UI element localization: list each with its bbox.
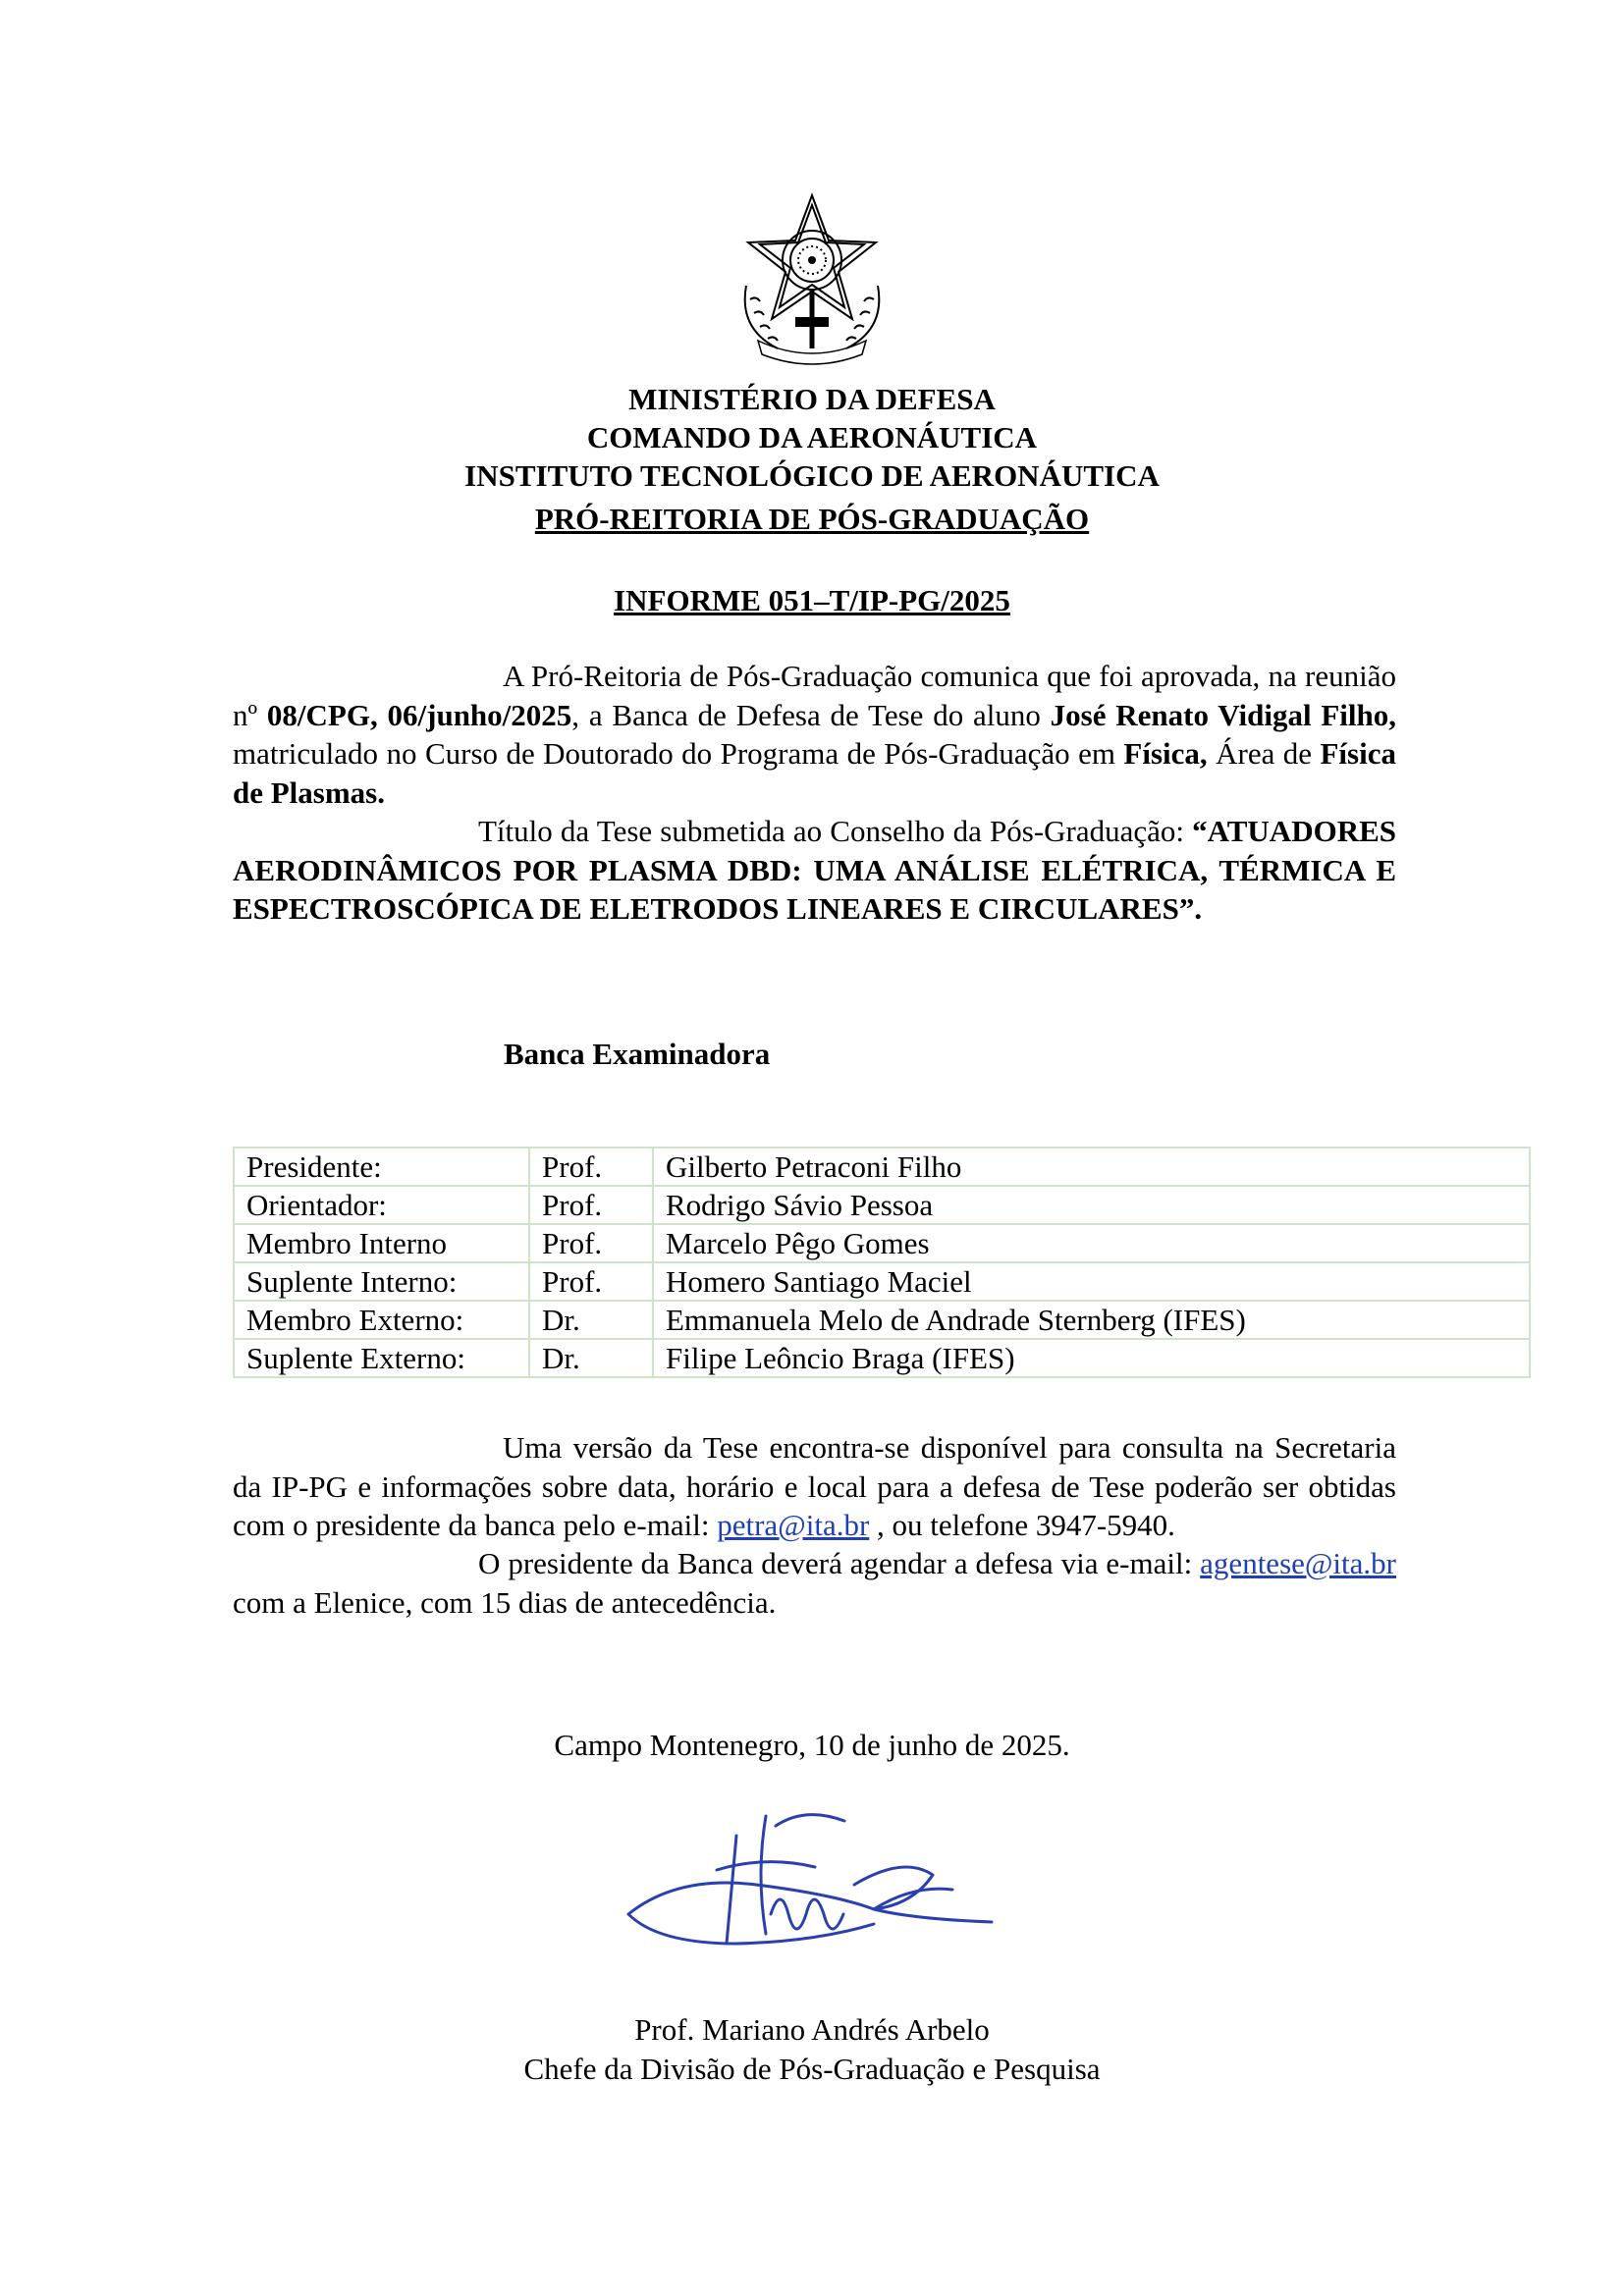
- table-row: [234, 1224, 1530, 1262]
- email-link-petra[interactable]: petra@ita.br: [717, 1508, 870, 1542]
- text: A Pró-Reitoria de Pós-Graduação comunica que foi aprovada, na reunião nº: [233, 659, 1396, 732]
- header-ministry: MINISTÉRIO DA DEFESA: [628, 382, 996, 416]
- meeting-ref: 08/CPG, 06/junho/2025: [266, 697, 572, 732]
- signature-image: [619, 1796, 1011, 1993]
- header-pro-reitoria: [0, 501, 1624, 538]
- header-pro-reitoria-text: PRÓ-REITORIA DE PÓS-GRADUAÇÃO: [534, 502, 1090, 536]
- signer-name: Prof. Mariano Andrés Arbelo: [634, 2012, 990, 2047]
- role-cell: Membro Interno: [234, 1224, 529, 1262]
- role-cell: Membro Externo:: [234, 1301, 529, 1339]
- informe-number: INFORME 051–T/IP-PG/2025: [614, 583, 1010, 617]
- paragraph-thesis-title: [233, 812, 1396, 929]
- title-cell: Prof.: [529, 1186, 653, 1224]
- email-link-agentese[interactable]: agentese@ita.br: [1200, 1546, 1396, 1580]
- role-cell: Presidente:: [234, 1148, 529, 1186]
- title-cell: Dr.: [529, 1339, 653, 1377]
- paragraph-thesis-availability: [233, 1428, 1396, 1545]
- name-cell: Rodrigo Sávio Pessoa: [653, 1186, 1530, 1224]
- text: com a Elenice, com 15 dias de antecedência.: [233, 1584, 777, 1620]
- banca-title: Banca Examinadora: [504, 1037, 771, 1071]
- area-name: Física de Plasmas.: [233, 736, 1396, 810]
- table-row: [234, 1301, 1530, 1339]
- title-cell: Prof.: [529, 1262, 653, 1301]
- paragraph-scheduling: [233, 1544, 1396, 1622]
- text: O presidente da Banca deverá agendar a defesa via e-mail:: [478, 1546, 1201, 1580]
- place-and-date: Campo Montenegro, 10 de junho de 2025.: [554, 1728, 1070, 1762]
- name-cell: Gilberto Petraconi Filho: [653, 1148, 1530, 1186]
- title-cell: Prof.: [529, 1224, 653, 1262]
- name-cell: Homero Santiago Maciel: [653, 1262, 1530, 1301]
- header-command: COMANDO DA AERONÁUTICA: [586, 420, 1038, 454]
- text: Título da Tese submetida ao Conselho da Pós-Graduação:: [478, 814, 1193, 848]
- text: Área de: [1207, 736, 1321, 771]
- table-row: [234, 1262, 1530, 1301]
- name-cell: Filipe Leôncio Braga (IFES): [653, 1339, 1530, 1377]
- paragraph-approval: [233, 657, 1396, 812]
- header-institute: INSTITUTO TECNOLÓGICO DE AERONÁUTICA: [464, 458, 1160, 493]
- coat-of-arms-emblem: [729, 191, 895, 368]
- text: , ou telefone 3947-5940.: [869, 1508, 1175, 1542]
- text: matriculado no Curso de Doutorado do Programa de Pós-Graduação em: [233, 736, 1124, 771]
- name-cell: Emmanuela Melo de Andrade Sternberg (IFES): [653, 1301, 1530, 1339]
- role-cell: Orientador:: [234, 1186, 529, 1224]
- banca-table: [233, 1147, 1531, 1378]
- text: , a Banca de Defesa de Tese do aluno: [571, 697, 1051, 732]
- role-cell: Suplente Interno:: [234, 1262, 529, 1301]
- table-row: [234, 1186, 1530, 1224]
- text: Uma versão da Tese encontra-se disponível para consulta na Secretaria da IP-PG e informações sobre data, horário e local para a defesa de Tese poderão ser obtidas com o presidente da banca pelo e-mail:: [233, 1430, 1396, 1542]
- program-name: Física,: [1123, 736, 1208, 771]
- table-row: [234, 1339, 1530, 1377]
- role-cell: Suplente Externo:: [234, 1339, 529, 1377]
- table-row: [234, 1148, 1530, 1186]
- title-cell: Dr.: [529, 1301, 653, 1339]
- title-cell: Prof.: [529, 1148, 653, 1186]
- student-name: José Renato Vidigal Filho,: [1050, 697, 1397, 732]
- signer-role: Chefe da Divisão de Pós-Graduação e Pesquisa: [523, 2052, 1101, 2086]
- thesis-title: “ATUADORES AERODINÂMICOS POR PLASMA DBD: UMA ANÁLISE ELÉTRICA, TÉRMICA E ESPECTROSCÓPICA DE ELETRODOS LINEARES E CIRCULARES”.: [233, 814, 1396, 926]
- name-cell: Marcelo Pêgo Gomes: [653, 1224, 1530, 1262]
